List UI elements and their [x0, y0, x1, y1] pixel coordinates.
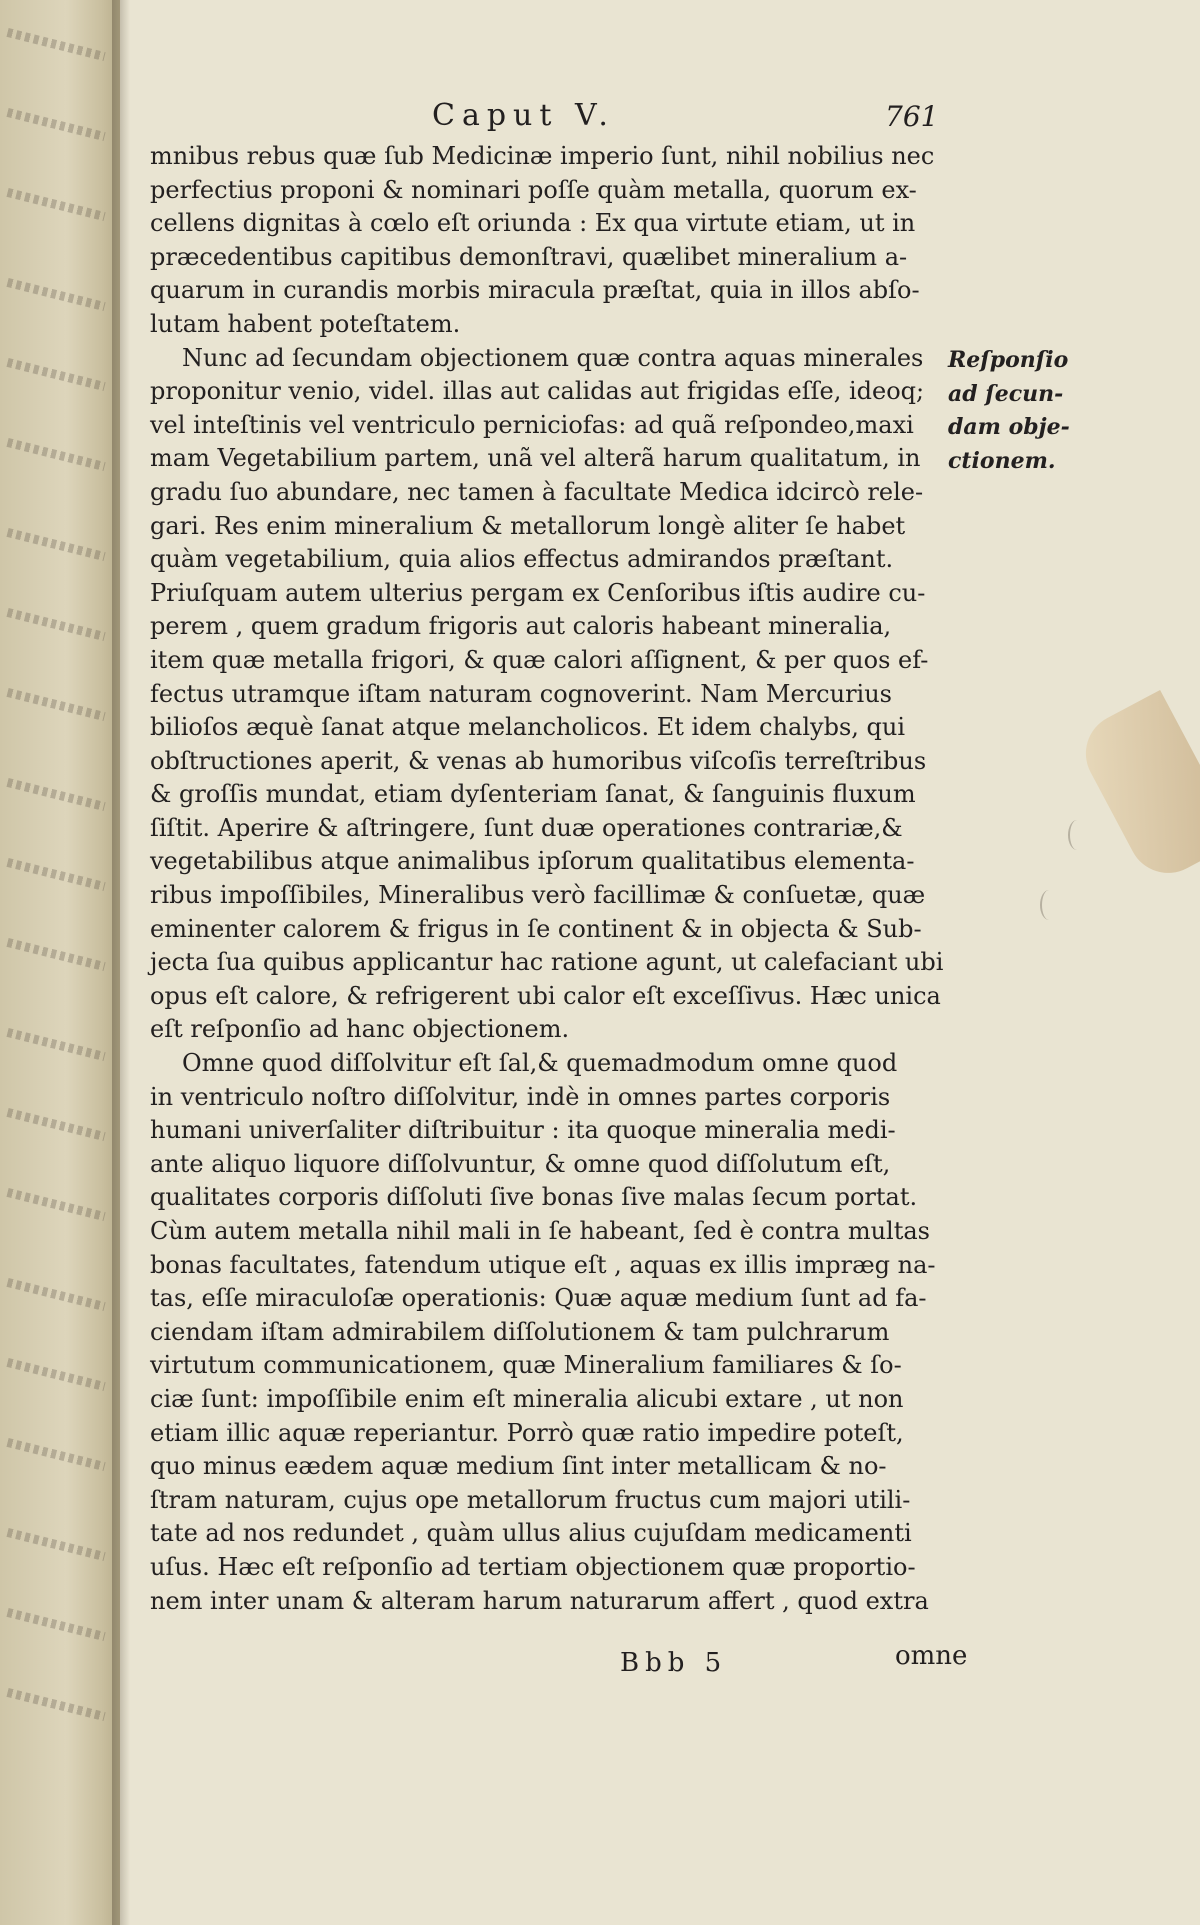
text-line: Nunc ad ſecundam objectionem quæ contra aquas minerales [182, 343, 924, 372]
catchword: omne [895, 1641, 968, 1671]
text-line: eſt reſponſio ad hanc objectionem. [150, 1015, 570, 1044]
running-head: Caput V. [432, 98, 615, 133]
margin-note [948, 344, 1078, 478]
text-line: fectus utramque iſtam naturam cognoverint. Nam Mercurius [150, 679, 892, 708]
text-line: opus eſt calore, & refrigerent ubi calor eſt exceſſivus. Hæc unica [150, 981, 941, 1010]
text-line: vegetabilibus atque animalibus ipſorum qualitatibus elementa- [150, 847, 915, 876]
text-line: mnibus rebus quæ ſub Medicinæ imperio ſunt, nihil nobilius nec [150, 142, 935, 170]
text-line: Priuſquam autem ulterius pergam ex Cenſoribus iſtis audire cu- [150, 578, 926, 607]
text-line: Cùm autem metalla nihil mali in ſe habeant, ſed è contra multas [150, 1217, 930, 1245]
text-line: humani univerſaliter diſtribuitur : ita quoque mineralia medi- [150, 1116, 896, 1145]
text-line: & groſſis mundat, etiam dyſenteriam ſanat, & ſanguinis fluxum [150, 780, 916, 809]
page-marker-tab [1072, 690, 1200, 887]
text-line: virtutum communicationem, quæ Mineralium familiares & ſo- [150, 1351, 902, 1380]
paragraph-2 [150, 342, 960, 1047]
text-line: jecta ſua quibus applicantur hac ratione agunt, ut calefaciant ubi [150, 948, 944, 977]
text-line: proponitur venio, videl. illas aut calidas aut frigidas eſſe, ideoq; [150, 377, 925, 406]
margin-note-line: dam obje- [948, 414, 1070, 441]
text-line: præcedentibus capitibus demonſtravi, quælibet mineralium a- [150, 242, 908, 271]
text-line: item quæ metalla frigori, & quæ calori aſſignent, & per quos ef- [150, 645, 929, 674]
text-line: tas, eſſe miraculoſæ operationis: Quæ aquæ medium ſunt ad fa- [150, 1284, 927, 1313]
facing-page-edge [0, 0, 120, 1925]
text-line: perfectius proponi & nominari poſſe quàm metalla, quorum ex- [150, 175, 917, 204]
text-line: quo minus eædem aquæ medium ſint inter metallicam & no- [150, 1452, 887, 1481]
text-line: vel inteſtinis vel ventriculo perniciofas: ad quã reſpondeo,maxi [150, 410, 914, 439]
main-text [150, 140, 960, 1618]
page-number: 761 [885, 100, 939, 133]
text-line: obſtructiones aperit, & venas ab humoribus viſcoſis terreſtribus [150, 746, 927, 775]
text-line: bilioſos æquè ſanat atque melancholicos. Et idem chalybs, qui [150, 713, 906, 742]
margin-note-line: ctionem. [948, 447, 1056, 474]
text-line: eminenter calorem & frigus in ſe continent & in objecta & Sub- [150, 914, 922, 943]
margin-note-line: ad ſecun- [948, 380, 1064, 407]
text-line: tate ad nos redundet , quàm ullus alius cujuſdam medicamenti [150, 1519, 912, 1548]
paragraph-3 [150, 1047, 960, 1618]
signature-mark: Bbb 5 [620, 1648, 728, 1678]
text-line: cellens dignitas à cœlo eſt orіunda : Ex qua virtute etiam, ut in [150, 209, 916, 238]
text-line: ciendam iſtam admirabilem diſſolutionem & tam pulchrarum [150, 1317, 890, 1346]
text-line: perem , quem gradum frigoris aut caloris habeant mineralia, [150, 612, 892, 641]
text-line: ciæ ſunt: impoſſibile enim eſt mineralia alicubi extare , ut non [150, 1384, 904, 1413]
text-line: quàm vegetabilium, quia alios effectus admirandos præſtant. [150, 545, 894, 574]
text-line: quarum in curandis morbis miracula præſtat, quia in illos abſo- [150, 276, 920, 305]
paragraph-1 [150, 140, 960, 342]
text-line: bonas facultates, fatendum utique eſt , aquas ex illis impræg na- [150, 1250, 936, 1279]
text-line: etiam illic aquæ reperiantur. Porrò quæ ratio impedire poteſt, [150, 1418, 904, 1447]
text-line: ſtram naturam, cujus ope metallorum fructus cum majori utili- [150, 1485, 911, 1514]
text-line: uſus. Hæc eſt reſponſio ad tertiam objectionem quæ proportio- [150, 1552, 916, 1581]
text-line: gradu ſuo abundare, nec tamen à facultate Medica idcircò rele- [150, 477, 924, 506]
book-gutter [112, 0, 130, 1925]
text-line: Omne quod diſſolvitur eſt ſal,& quemadmodum omne quod [182, 1049, 898, 1078]
text-line: gari. Res enim mineralium & metallorum longè aliter ſe habet [150, 511, 906, 540]
text-line: nem inter unam & alteram harum naturarum affert , quod extra [150, 1586, 929, 1615]
text-line: ſiſtit. Aperire & aſtringere, ſunt duæ operationes contrariæ,& [150, 813, 903, 842]
margin-note-line: Reſponſio [948, 347, 1069, 373]
page-header [150, 98, 960, 138]
paper-mark [1068, 820, 1086, 850]
text-line: ante aliquo liquore diſſolvuntur, & omne quod diſſolutum eſt, [150, 1149, 891, 1178]
text-line: in ventriculo noſtro diſſolvitur, indè in omnes partes corporis [150, 1082, 891, 1111]
text-line: ribus impoſſibiles, Mineralibus verò facillimæ & conſuetæ, quæ [150, 881, 926, 910]
text-line: lutam habent poteſtatem. [150, 309, 461, 338]
text-line: mam Vegetabilium partem, unã vel alterã harum qualitatum, in [150, 444, 921, 473]
text-line: qualitates corporis diſſoluti ſive bonas ſive malas ſecum portat. [150, 1183, 918, 1212]
paper-mark [1040, 890, 1058, 920]
